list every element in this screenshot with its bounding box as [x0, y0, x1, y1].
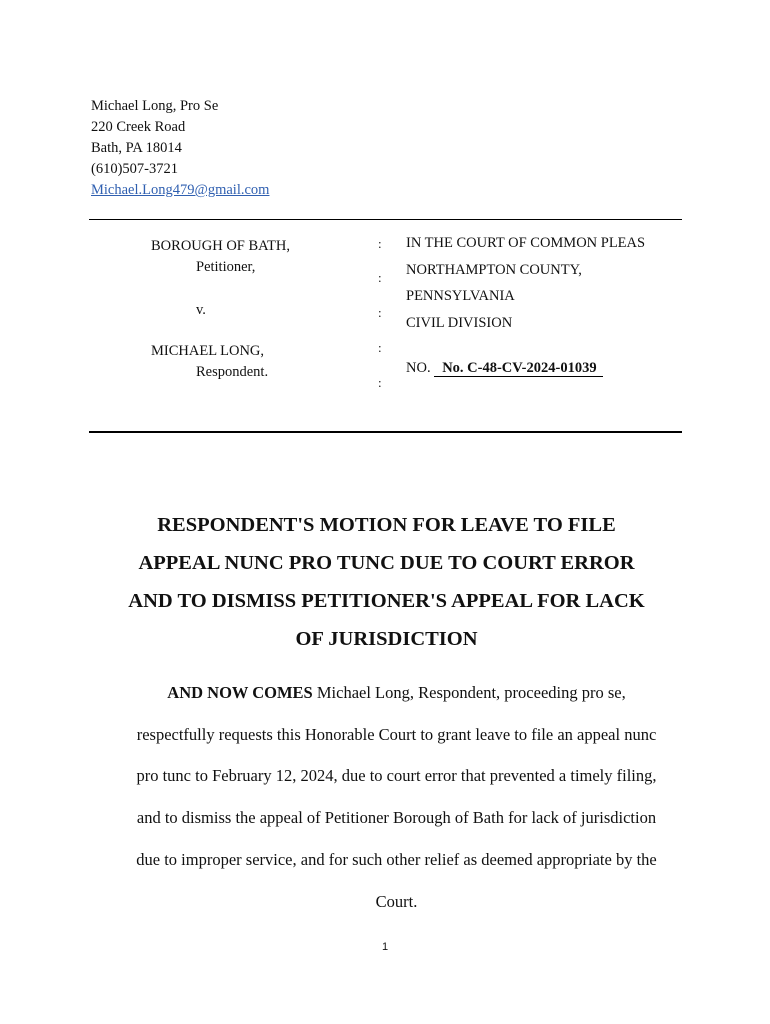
body-lead-phrase: AND NOW COMES [167, 683, 313, 702]
case-number-label: NO. [406, 360, 431, 376]
sender-street: 220 Creek Road [91, 119, 186, 135]
body-line1-text: Michael Long, Respondent, proceeding pro se, [312, 683, 626, 702]
motion-title-line: RESPONDENT'S MOTION FOR LEAVE TO FILE [157, 514, 616, 536]
petitioner-role: Petitioner, [196, 259, 256, 275]
body-line: pro tunc to February 12, 2024, due to court error that prevented a timely filing, [136, 766, 657, 786]
court-division: CIVIL DIVISION [406, 315, 513, 331]
body-line [110, 672, 683, 714]
body-line: and to dismiss the appeal of Petitioner Borough of Bath for lack of jurisdiction [136, 808, 657, 828]
motion-title [90, 506, 683, 658]
caption-colon: : [378, 375, 382, 390]
versus-label: v. [196, 302, 206, 318]
respondent-role: Respondent. [196, 364, 269, 380]
page-number: 1 [381, 941, 389, 953]
respondent-name: MICHAEL LONG, [151, 343, 265, 359]
sender-address-block [91, 96, 269, 201]
petitioner-name: BOROUGH OF BATH, [151, 238, 290, 254]
court-name-line3: PENNSYLVANIA [406, 288, 515, 304]
body-line: Court. [375, 891, 418, 911]
caption-colon: : [378, 340, 382, 355]
sender-phone: (610)507-3721 [91, 161, 178, 177]
motion-title-line: AND TO DISMISS PETITIONER'S APPEAL FOR LACK [128, 590, 645, 612]
court-name-line1: IN THE COURT OF COMMON PLEAS [406, 235, 646, 251]
body-line: due to improper service, and for such other relief as deemed appropriate by the [136, 849, 657, 869]
caption-colon: : [378, 236, 382, 251]
caption-top-rule [89, 219, 682, 220]
caption-colon: : [378, 270, 382, 285]
court-name-line2: NORTHAMPTON COUNTY, [406, 262, 582, 278]
case-number: No. C-48-CV-2024-01039 [434, 361, 602, 377]
sender-city: Bath, PA 18014 [91, 140, 182, 156]
case-number-line [406, 360, 603, 377]
caption-bottom-rule [89, 431, 682, 433]
sender-name: Michael Long, Pro Se [91, 98, 219, 114]
motion-title-line: OF JURISDICTION [295, 628, 478, 650]
motion-title-line: APPEAL NUNC PRO TUNC DUE TO COURT ERROR [138, 552, 635, 574]
motion-body-paragraph [110, 672, 683, 922]
sender-email-link[interactable]: Michael.Long479@gmail.com [91, 182, 270, 198]
body-line: respectfully requests this Honorable Court to grant leave to file an appeal nunc [136, 724, 657, 744]
caption-colon: : [378, 305, 382, 320]
